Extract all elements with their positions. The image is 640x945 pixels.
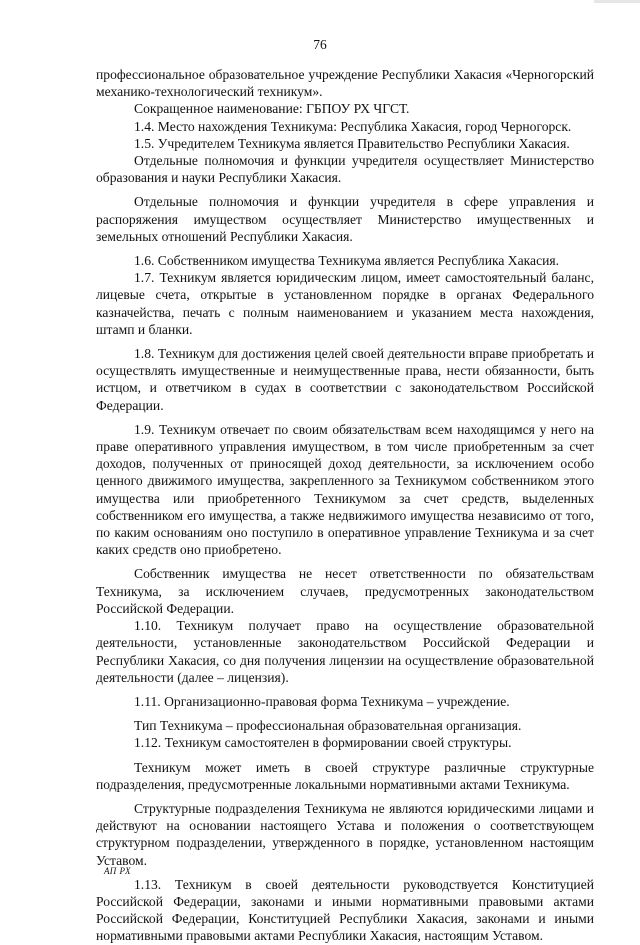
paragraph-1-12-structure: 1.12. Техникум самостоятелен в формировании своей структуры. [134, 735, 512, 751]
paragraph-1-7-legal-entity: 1.7. Техникум является юридическим лицом, имеет самостоятельный баланс, лицевые счета, открытые в установленном порядке в органах Федерального казначейства, печать с полным наименованием и указанием места нахождения, штамп и бланки. [96, 270, 594, 337]
footer-mark: АП РХ [104, 866, 131, 876]
paragraph-units-not-legal-entities: Структурные подразделения Техникума не являются юридическими лицами и действуют на основании настоящего Устава и положения о соответствующем структурном подразделении, утвержденного в порядке, установленном настоящим Уставом. [96, 800, 594, 868]
paragraph-1-5-founder: 1.5. Учредителем Техникума является Правительство Республики Хакасия. [134, 135, 570, 151]
paragraph-1-8-rights: 1.8. Техникум для достижения целей своей деятельности вправе приобретать и осуществлять имущественные и неимущественные права, нести обязанности, быть истцом, и ответчиком в судах в соответствии с законодательством Российской Федерации. [96, 346, 594, 413]
paragraph-structural-units: Техникум может иметь в своей структуре различные структурные подразделения, предусмотренные локальными нормативными актами Техникума. [96, 759, 594, 792]
paragraph-founder-functions-property: Отдельные полномочия и функции учредителя в сфере управления и распоряжения имуществом осуществляет Министерство имущественных и земельных отношений Республики Хакасия. [96, 194, 594, 244]
scan-edge-mark [594, 0, 640, 3]
paragraph-1-9-liability: 1.9. Техникум отвечает по своим обязательствам всем находящимся у него на праве оперативного управления имуществом, в том числе приобретенным за счет доходов, полученных от приносящей доход деятельности, за исключением особо ценного движимого имущества, закрепленного за Техникумом собственником этого имущества или приобретенного Техникумом за счет средств, выделенных собственником его имущества, а также недвижимого имущества независимо от того, по каким основаниям оно поступило в оперативное управление Техникума и за счет каких средств оно приобретено. [96, 421, 594, 558]
paragraph-1-4-location: 1.4. Место нахождения Техникума: Республика Хакасия, город Черногорск. [134, 118, 572, 134]
paragraph-type: Тип Техникума – профессиональная образовательная организация. [134, 718, 522, 734]
paragraph-owner-no-liability: Собственник имущества не несет ответственности по обязательствам Техникума, за исключением случаев, предусмотренных законодательством Российской Федерации. [96, 566, 594, 616]
paragraph-1-10-license: 1.10. Техникум получает право на осуществление образовательной деятельности, установленные законодательством Российской Федерации и Республики Хакасия, со дня получения лицензии на осуществление образовательной деятельности (далее – лицензия). [96, 618, 594, 685]
paragraph-1-11-legal-form: 1.11. Организационно-правовая форма Техникума – учреждение. [134, 693, 510, 709]
paragraph-short-name: Сокращенное наименование: ГБПОУ РХ ЧГСТ. [134, 101, 410, 117]
page-number: 76 [313, 37, 327, 52]
paragraph-1-13-governing-law: 1.13. Техникум в своей деятельности руководствуется Конституцией Российской Федерации, законами и иными нормативными правовыми актами Российской Федерации, Конституцией Республики Хакасия, законами и иными нормативными правовыми актами Республики Хакасия, настоящим Уставом. [96, 876, 594, 944]
paragraph-1-6-owner: 1.6. Собственником имущества Техникума является Республика Хакасия. [134, 253, 560, 269]
paragraph-institution-name: профессиональное образовательное учреждение Республики Хакасия «Черногорский механико-технологический техникум». [96, 67, 594, 100]
paragraph-founder-functions-education: Отдельные полномочия и функции учредителя осуществляет Министерство образования и науки Республики Хакасия. [96, 153, 594, 186]
document-body [96, 66, 594, 945]
